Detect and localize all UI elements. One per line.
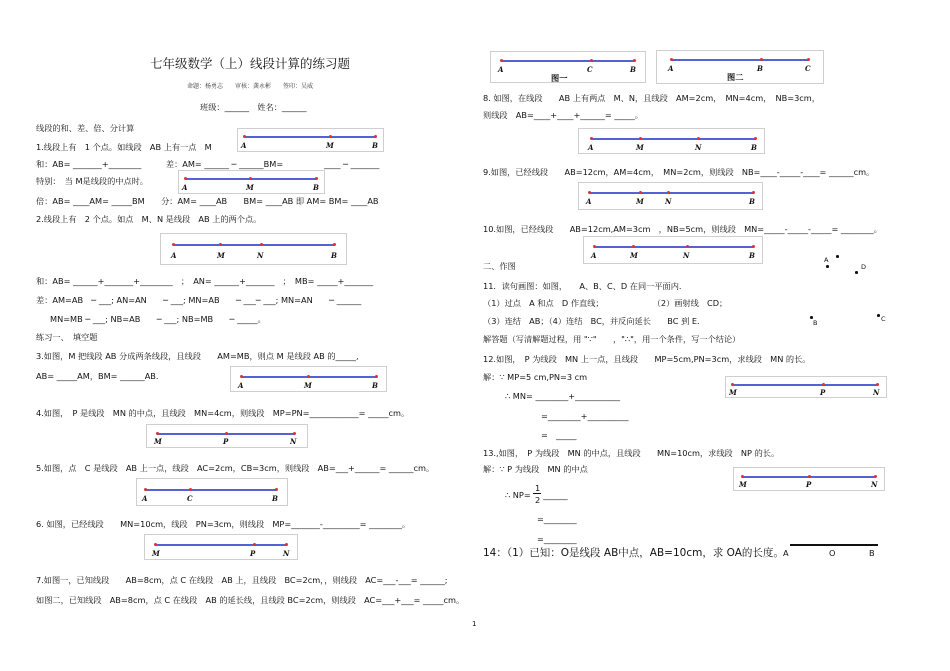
q2-line-d: MN=MB ─ ___; NB=AB ─ ___; NB=MB ─ _____。	[50, 314, 266, 324]
figure-q3: A M B	[230, 366, 387, 392]
q13-np-label: ∴ NP=	[505, 490, 531, 500]
q13-frac-num: 1	[535, 483, 541, 493]
point-c-dot	[877, 314, 880, 317]
q12-line-a: 12.如图， P 为线段 MN 上一点，且线段 MP=5cm,PN=3cm，求线段 MN 的长。	[483, 354, 811, 364]
q13-blank: ______	[543, 490, 568, 500]
point-a-label: A	[824, 256, 829, 264]
figure-q5: A C B	[136, 478, 288, 506]
figure-q9: A M N B	[578, 182, 763, 210]
q7-line-a: 7.如图一，已知线段 AB=8cm，点 C 在线段 AB 上，且线段 BC=2cm，，则线段 AC=___-___= ______;	[36, 575, 448, 585]
point-c-label: C	[881, 315, 886, 323]
figure-q2: A M N B	[160, 233, 347, 265]
q14-label-b: B	[869, 548, 875, 558]
figure-q12: M P N	[725, 376, 887, 398]
q11-line-b: （1）过点 A 和点 D 作直线； （2）画射线 CD；	[483, 298, 728, 308]
figure-two: A B C 图二	[656, 50, 824, 84]
q14-label-a: A	[783, 548, 789, 558]
q6-text: 6. 如图，已经线段 MN=10cm，线段 PN=3cm，则线段 MP=_______-_________= ________。	[36, 519, 411, 529]
q13-frac-den: 2	[535, 495, 541, 505]
q12-line-c: ∴ MN= ________+___________	[505, 391, 621, 401]
q12-line-d: =________+__________	[541, 411, 629, 421]
q4-text: 4.如图， P 是线段 MN 的中点，且线段 MN=4cm，则线段 MP=PN=____________= _____cm。	[36, 408, 410, 418]
q13-frac-bar	[533, 493, 541, 494]
credits-line: 命题：杨勇志 审核：龚永彬 签印：吴威	[187, 83, 314, 90]
q13-line-a: 13.,如图， P 为线段 MN 的中点，且线段 MN=10cm，求线段 NP 的长。	[483, 448, 780, 458]
q2-line-c: 差：AM=AB ─ ___; AN=AN ─ ___; MN=AB ─ ___─ ___; MN=AN ─ ______	[36, 295, 362, 305]
q1-line-c: 特别： 当 M是线段的中点时。	[36, 176, 149, 186]
figure-q1-midpoint: A M B	[178, 170, 325, 194]
point-a-dot	[826, 265, 829, 268]
q14-label-o: O	[829, 548, 836, 558]
q11-line-a: 11．读句画图：如图， A、B、C、D 在同一平面内.	[483, 281, 682, 291]
q11-line-c: （3）连结 AB；（4）连结 BC，并反向延长 BC 到 E.	[483, 316, 700, 326]
section-intro: 线段的和、差、倍、分计算	[36, 123, 135, 133]
q1-line-b: 和：AB= _______+________ 差：AM= ______ ─ ______BM= ____ ─ _______	[36, 159, 380, 169]
stray-dot	[836, 255, 839, 258]
q13-line-b: 解：∵ P 为线段 MN 的中点	[483, 464, 588, 474]
q11-line-d: 解答题（写清解题过程，用 "∵" ，"∴"，用一个条件，写一个结论）	[483, 334, 741, 344]
figure-q4: M P N	[146, 424, 308, 448]
figure-two-caption: 图二	[727, 72, 744, 82]
class-name-line: 班级：______ 姓名：______	[200, 102, 307, 112]
point-d-label: D	[861, 263, 867, 271]
q8-line-a: 8. 如图，在线段 AB 上有两点 M、N，且线段 AM=2cm， MN=4cm， NB=3cm，	[483, 93, 820, 103]
figure-q10: A M N B	[583, 236, 763, 264]
q10-text: 10.如图，已经线段 AB=12cm,AM=3cm ，NB=5cm，则线段 MN=_____-_____-_____= ________。	[483, 224, 882, 234]
figure-q1: A M B	[237, 128, 384, 152]
q9-text: 9.如图，已经线段 AB=12cm，AM=4cm， MN=2cm，则线段 NB=____-_____-____= ______cm。	[483, 167, 875, 177]
section-drawing: 二、作图	[483, 261, 516, 271]
page-title: 七年级数学（上）线段计算的练习题	[150, 56, 351, 71]
q13-line-e: =________	[537, 534, 577, 544]
q2-line-a: 2.线段上有 2 个点。如点 M、N 是线段 AB 上的两个点。	[36, 214, 262, 224]
q1-line-a: 1.线段上有 1 个点。如线段 AB 上有一点 M	[36, 142, 212, 152]
q3-line-b: AB= _____AM，BM= ______AB.	[36, 371, 159, 381]
figure-one: A C B 图一	[490, 51, 646, 83]
q3-line-a: 3.如图，M 把线段 AB 分成两条线段，且线段 AM=MB，则点 M 是线段 AB 的_____,	[36, 351, 359, 361]
q1-line-d: 倍：AB= ____AM= _____BM 分：AM= ____AB BM= ____AB 即 AM= BM= ____AB	[36, 196, 379, 206]
figure-q13: M P N	[733, 467, 885, 491]
q5-text: 5.如图，点 C 是线段 AB 上一点，线段 AC=2cm，CB=3cm，则线段 AB=___+______= ______cm。	[36, 463, 435, 473]
page-number: 1	[472, 620, 477, 628]
point-d-dot	[855, 271, 858, 274]
q12-line-b: 解：∵ MP=5 cm,PN=3 cm	[483, 372, 588, 382]
point-b-label: B	[813, 319, 818, 327]
q14-text: 14：（1）已知：O是线段 AB中点，AB=10cm，求 OA的长度。	[483, 547, 784, 559]
q7-line-b: 如图二，已知线段 AB=8cm，点 C 在线段 AB 的延长线，且线段 BC=2cm，则线段 AC=___+___= _____cm。	[36, 595, 465, 605]
figure-q8: A M N B	[578, 128, 765, 154]
practice-heading: 练习一、 填空题	[36, 332, 98, 342]
q12-line-e: = _____	[541, 430, 577, 440]
figure-one-caption: 图一	[551, 73, 568, 83]
q14-segment	[790, 544, 878, 546]
figure-q6: M P N	[144, 534, 298, 560]
q13-line-d: =________	[537, 514, 577, 524]
q8-line-b: 则线段 AB=____+____+______= _____。	[483, 110, 643, 120]
q2-line-b: 和：AB= ______+_______+________ ； AN= ______+_______ ； MB= _____+_______	[36, 276, 374, 286]
